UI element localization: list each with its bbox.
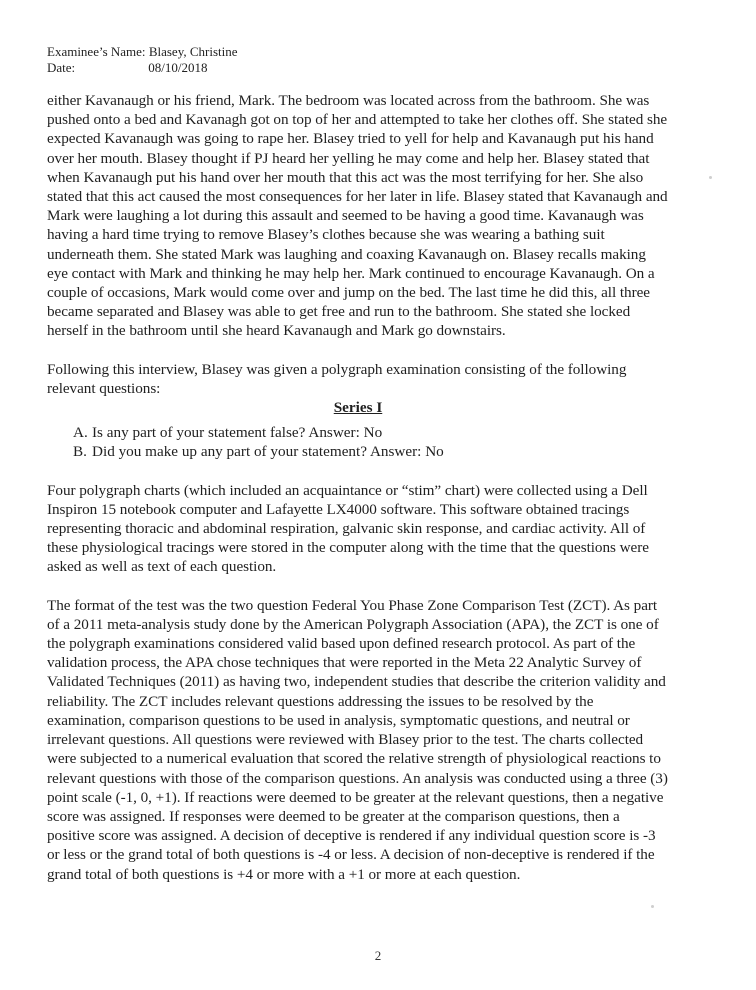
examinee-name-row bbox=[47, 44, 238, 60]
paragraph-polygraph-charts: Four polygraph charts (which included an acquaintance or “stim” chart) were collected using a Dell Inspiron 15 notebook computer and Lafayette LX4000 software. This software obtained tracings representing thoracic and abdominal respiration, galvanic skin response, and cardiac activity. All of these physiological tracings were stored in the computer along with the time that the questions were asked as well as text of each question. bbox=[47, 481, 649, 576]
question-letter: A. bbox=[73, 424, 88, 442]
paragraph-spacer bbox=[47, 341, 669, 360]
paragraph-interview-account: either Kavanaugh or his friend, Mark. The bedroom was located across from the bathroom. She was pushed onto a bed and Kavanagh got on top of her and attempted to take her clothes off. She stated she expected Kavanaugh was going to rape her. Blasey tried to yell for help and Kavanaugh put his hand over her mouth. Blasey thought if PJ heard her yelling he may come and help her. Blasey stated that when Kavanaugh put his hand over her mouth that this act was the most terrifying for her. She also stated that this act caused the most consequences for her later in life. Blasey stated that Kavanaugh and Mark were laughing a lot during this assault and seemed to be having a good time. Kavanaugh was having a hard time trying to remove Blasey’s clothes because she was wearing a bathing suit underneath them. She stated Mark was laughing and coaxing Kavanaugh on. Blasey recalls making eye contact with Mark and thinking he may help her. Mark continued to encourage Kavanaugh. On a couple of occasions, Mark would come over and jump on the bed. The last time he did this, all three became separated and Blasey was able to get free and run to the bathroom. She stated she locked herself in the bathroom until she heard Kavanaugh and Mark go downstairs. bbox=[47, 92, 668, 340]
date-label: Date: bbox=[47, 60, 76, 75]
question-text: Did you make up any part of your statement? Answer: No bbox=[92, 443, 444, 461]
scan-speck bbox=[651, 905, 654, 908]
paragraph-test-format: The format of the test was the two question Federal You Phase Zone Comparison Test (ZCT). As part of a 2011 meta-analysis study done by the American Polygraph Association (APA), the ZCT is one of the polygraph examinations considered valid based upon defined research protocol. As part of the validation process, the APA chose techniques that were reported in the Meta 22 Analytic Survey of Validated Techniques (2011) as having two, independent studies that describe the criterion validity and reliability. The ZCT includes relevant questions addressing the issues to be resolved by the examination, comparison questions to be used in analysis, symptomatic questions, and neutral or irrelevant questions. All questions were reviewed with Blasey prior to the test. The charts collected were subjected to a numerical evaluation that scored the relative strength of physiological reactions to relevant questions with those of the comparison questions. An analysis was conducted using a three (3) point scale (-1, 0, +1). If reactions were deemed to be greater at the relevant questions, then a negative score was assigned. If responses were deemed to be greater at the comparison questions, then a positive score was assigned. A decision of deceptive is rendered if any individual question score is -3 or less or the grand total of both questions is -4 or less. A decision of non-deceptive is rendered if the grand total of both questions is +4 or more with a +1 or more at each question. bbox=[47, 596, 668, 883]
relevant-questions-list bbox=[47, 423, 669, 461]
document-body bbox=[47, 91, 669, 884]
paragraph-spacer bbox=[47, 577, 669, 596]
paragraph-spacer bbox=[47, 462, 669, 481]
examinee-name-label: Examinee’s Name: bbox=[47, 44, 146, 59]
list-item bbox=[47, 442, 669, 461]
document-header bbox=[47, 44, 238, 76]
scan-speck bbox=[709, 176, 712, 179]
page-number: 2 bbox=[374, 948, 382, 963]
paragraph-polygraph-intro: Following this interview, Blasey was given a polygraph examination consisting of the following relevant questions: bbox=[47, 360, 627, 397]
list-item bbox=[47, 423, 669, 442]
examinee-name-value: Blasey, Christine bbox=[148, 44, 238, 59]
date-value: 08/10/2018 bbox=[148, 60, 208, 75]
question-text: Is any part of your statement false? Answer: No bbox=[92, 424, 383, 442]
question-letter: B. bbox=[73, 443, 87, 461]
series-heading: Series I bbox=[333, 399, 383, 417]
date-row bbox=[47, 60, 238, 76]
